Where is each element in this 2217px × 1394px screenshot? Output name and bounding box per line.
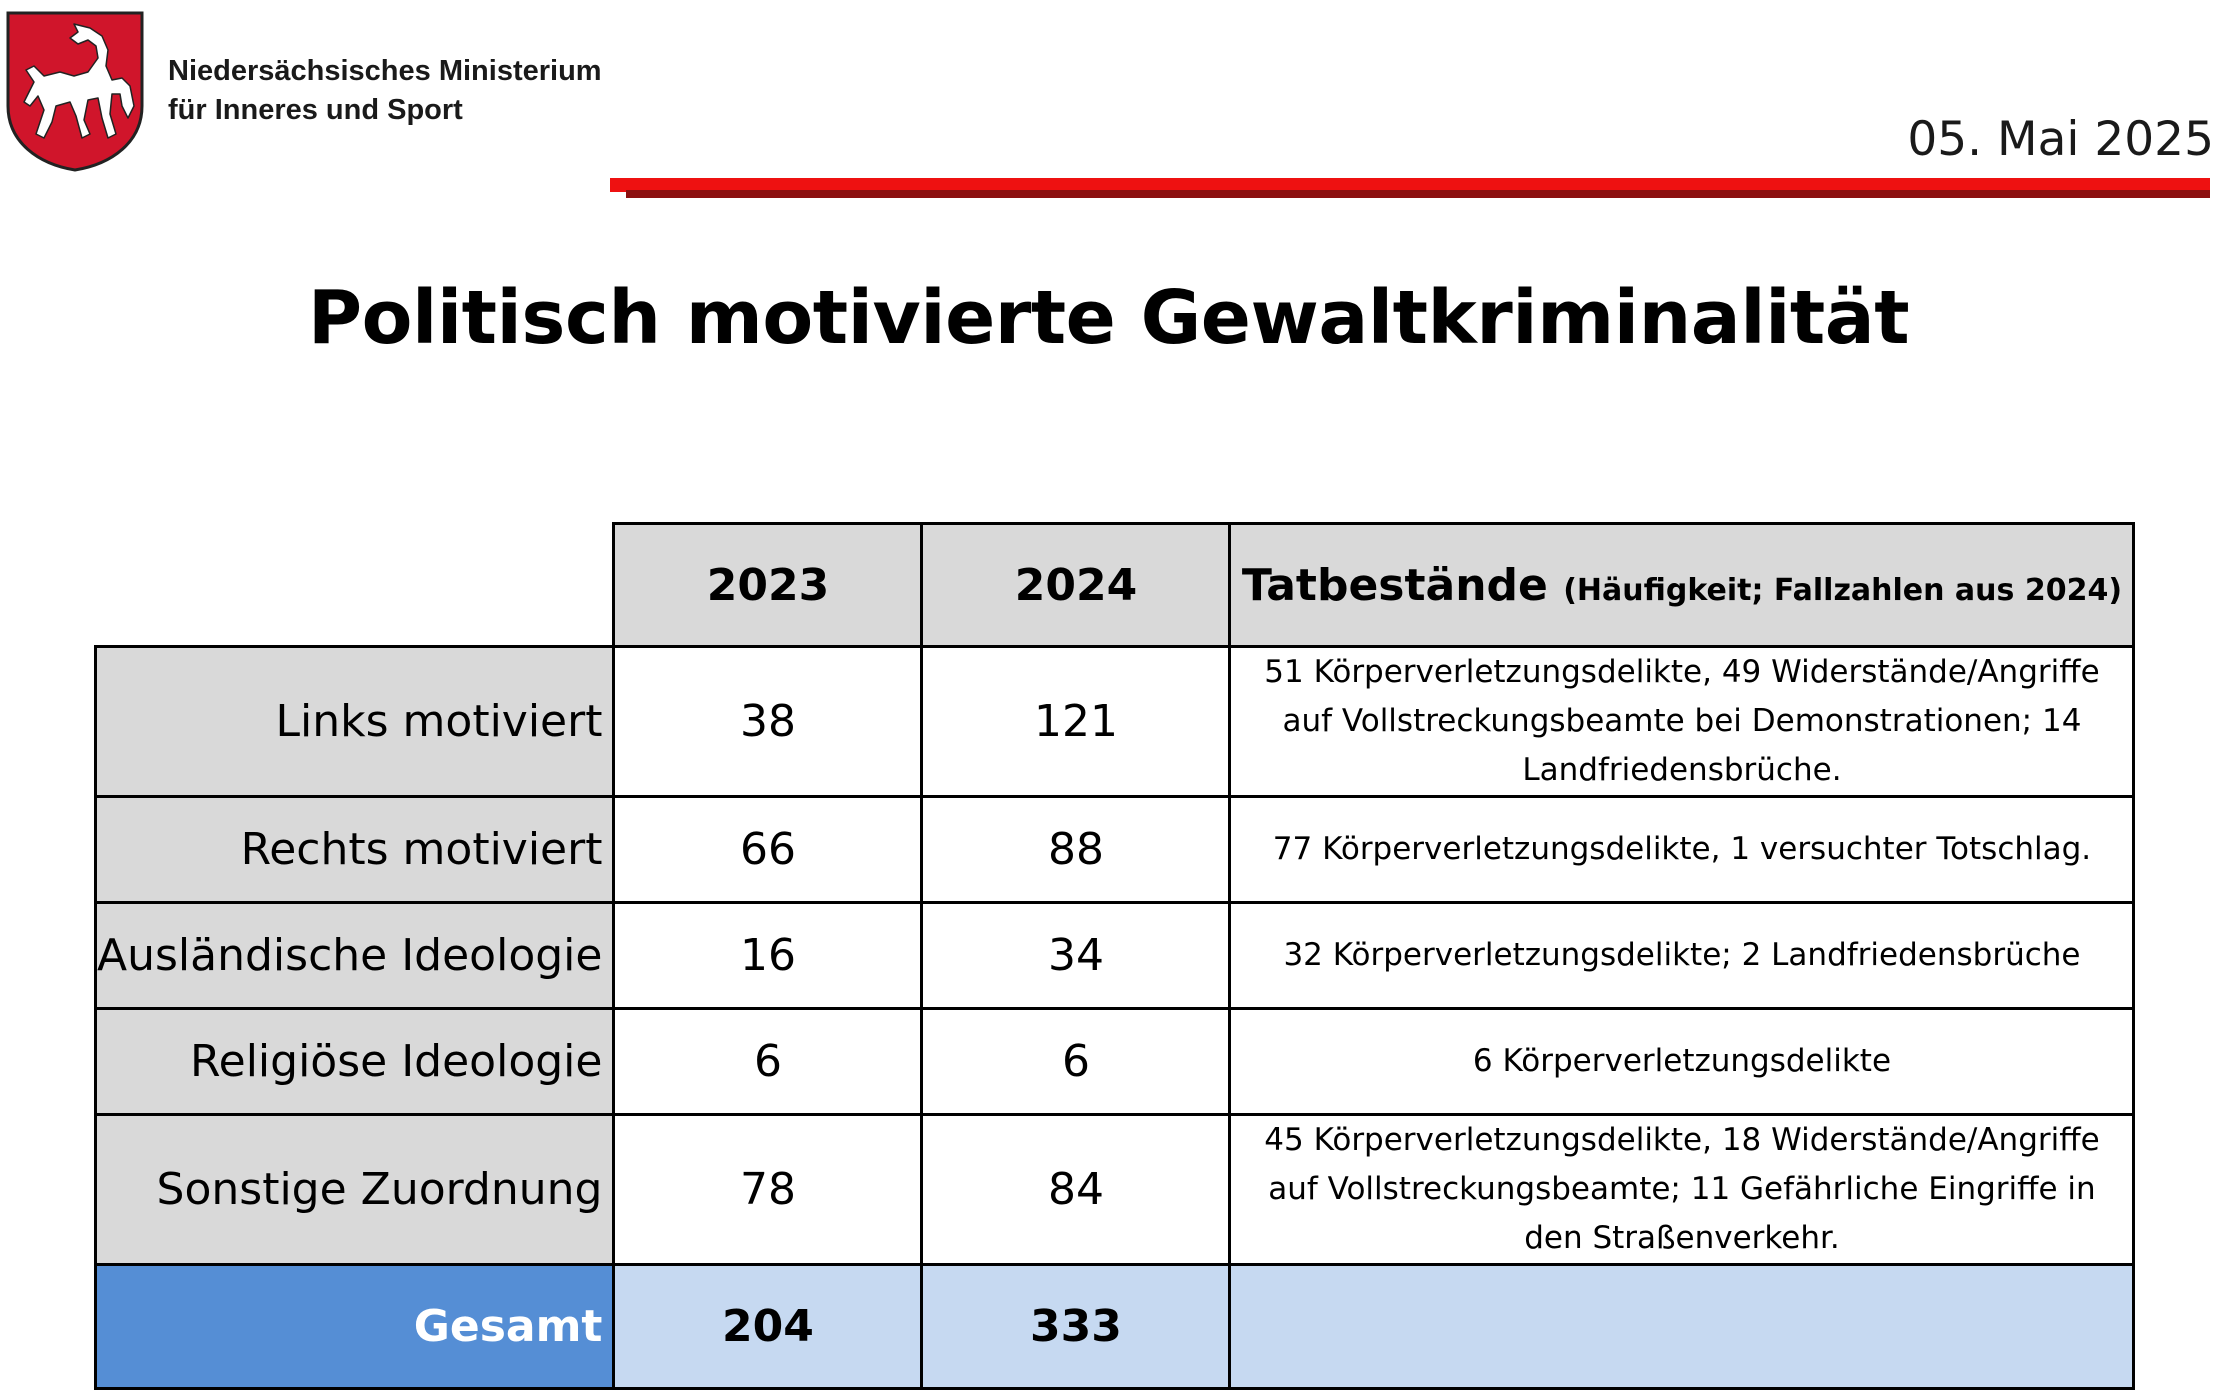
cell-2024-auslaendisch: 34 — [922, 903, 1230, 1009]
document-date: 05. Mai 2025 — [1907, 112, 2214, 167]
cell-offenses-links: 51 Körperverletzungsdelikte, 49 Widerstände/Angriffe auf Vollstreckungsbeamte bei Demonstrationen; 14 Landfriedensbrüche. — [1230, 647, 2134, 797]
table-header-row — [96, 524, 2134, 647]
cell-2024-links: 121 — [922, 647, 1230, 797]
table-row — [96, 903, 2134, 1009]
violent-crime-table — [94, 522, 2135, 1390]
page-title: Politisch motivierte Gewaltkriminalität — [307, 275, 1910, 361]
cell-2024-religioes: 6 — [922, 1009, 1230, 1115]
column-header-2024: 2024 — [922, 524, 1230, 647]
cell-2023-religioes: 6 — [614, 1009, 922, 1115]
column-header-offenses-main: Tatbestände — [1241, 559, 1548, 611]
cell-2023-links: 38 — [614, 647, 922, 797]
column-header-offenses-note: (Häufigkeit; Fallzahlen aus 2024) — [1563, 572, 2123, 608]
table-row — [96, 797, 2134, 903]
table-total-row — [96, 1265, 2134, 1389]
ministry-name-line1: Niedersächsisches Ministerium — [168, 55, 602, 87]
cell-2024-total: 333 — [922, 1265, 1230, 1389]
column-header-offenses — [1230, 524, 2134, 647]
table-row — [96, 1009, 2134, 1115]
row-label-religioes: Religiöse Ideologie — [96, 1009, 614, 1115]
header-divider-dark — [626, 190, 2210, 198]
cell-2023-sonstige: 78 — [614, 1115, 922, 1265]
cell-2023-rechts: 66 — [614, 797, 922, 903]
table-corner-cell — [96, 524, 614, 647]
row-label-links: Links motiviert — [96, 647, 614, 797]
cell-2024-sonstige: 84 — [922, 1115, 1230, 1265]
ministry-logo — [4, 10, 146, 172]
cell-offenses-total — [1230, 1265, 2134, 1389]
row-label-total: Gesamt — [96, 1265, 614, 1389]
table-row — [96, 647, 2134, 797]
cell-2023-auslaendisch: 16 — [614, 903, 922, 1009]
column-header-2023: 2023 — [614, 524, 922, 647]
ministry-name-line2: für Inneres und Sport — [168, 94, 463, 126]
cell-offenses-auslaendisch: 32 Körperverletzungsdelikte; 2 Landfriedensbrüche — [1230, 903, 2134, 1009]
cell-offenses-rechts: 77 Körperverletzungsdelikte, 1 versuchter Totschlag. — [1230, 797, 2134, 903]
cell-2024-rechts: 88 — [922, 797, 1230, 903]
row-label-auslaendisch: Ausländische Ideologie — [96, 903, 614, 1009]
lower-saxony-horse-coat-of-arms-icon — [4, 10, 146, 172]
ministry-name — [168, 52, 602, 130]
row-label-rechts: Rechts motiviert — [96, 797, 614, 903]
cell-2023-total: 204 — [614, 1265, 922, 1389]
cell-offenses-religioes: 6 Körperverletzungsdelikte — [1230, 1009, 2134, 1115]
row-label-sonstige: Sonstige Zuordnung — [96, 1115, 614, 1265]
table-row — [96, 1115, 2134, 1265]
cell-offenses-sonstige: 45 Körperverletzungsdelikte, 18 Widerstände/Angriffe auf Vollstreckungsbeamte; 11 Gefährliche Eingriffe in den Straßenverkehr. — [1230, 1115, 2134, 1265]
